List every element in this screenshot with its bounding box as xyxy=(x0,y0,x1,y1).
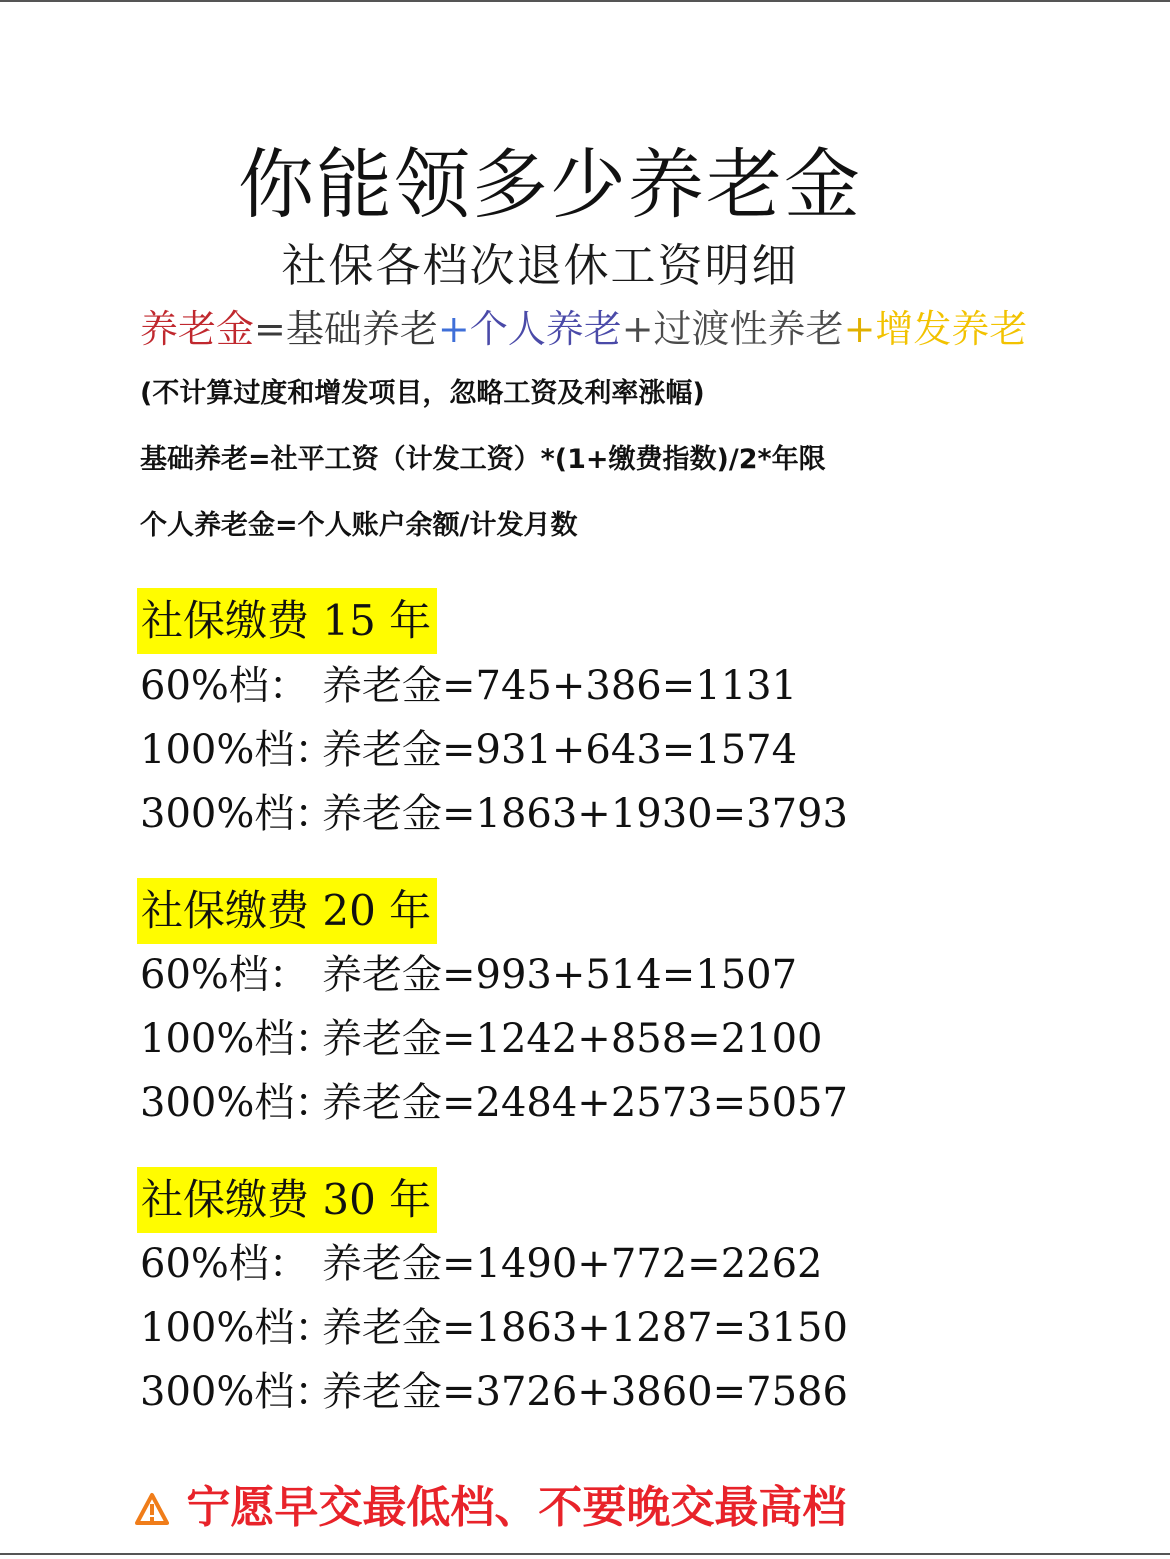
section-heading-30-years: 社保缴费 30 年 xyxy=(137,1167,437,1233)
tier-label: 300%档： xyxy=(140,1369,335,1415)
tier-label: 100%档： xyxy=(140,1305,335,1351)
top-border xyxy=(0,0,1170,2)
tier-label: 300%档： xyxy=(140,1080,335,1126)
section-heading-15-years: 社保缴费 15 年 xyxy=(137,588,437,654)
calculation-note: (不计算过度和增发项目，忽略工资及利率涨幅) xyxy=(140,378,705,409)
tier-label: 60%档： xyxy=(140,1241,309,1287)
pension-calc: 养老金=993+514=1507 xyxy=(322,952,798,998)
formula-part: 养老金 xyxy=(140,307,255,351)
section-heading-20-years: 社保缴费 20 年 xyxy=(137,878,437,944)
basic-pension-formula: 基础养老=社平工资（计发工资）*(1+缴费指数)/2*年限 xyxy=(140,444,826,475)
warning-triangle-icon xyxy=(135,1482,184,1533)
warning-banner xyxy=(135,1476,846,1540)
pension-formula xyxy=(140,304,1027,354)
pension-calc: 养老金=1863+1287=3150 xyxy=(322,1305,848,1351)
pension-calc: 养老金=2484+2573=5057 xyxy=(322,1080,848,1126)
formula-part: 增发养老 xyxy=(875,307,1028,351)
page-title: 你能领多少养老金 xyxy=(238,140,862,229)
formula-part: 个人养老 xyxy=(469,307,622,351)
tier-label: 100%档： xyxy=(140,727,335,773)
formula-part: =基础养老 xyxy=(254,307,438,351)
warning-text: 宁愿早交最低档、不要晚交最高档 xyxy=(186,1482,847,1533)
tier-label: 60%档： xyxy=(140,663,309,709)
pension-calc: 养老金=3726+3860=7586 xyxy=(322,1369,848,1415)
page-subtitle: 社保各档次退休工资明细 xyxy=(281,239,799,292)
pension-calc: 养老金=1242+858=2100 xyxy=(322,1016,823,1062)
pension-calc: 养老金=931+643=1574 xyxy=(322,727,798,773)
pension-calc: 养老金=1490+772=2262 xyxy=(322,1241,823,1287)
tier-label: 300%档： xyxy=(140,791,335,837)
bottom-border xyxy=(0,1553,1170,1555)
formula-part: + xyxy=(843,307,876,351)
personal-pension-formula: 个人养老金=个人账户余额/计发月数 xyxy=(140,510,578,541)
formula-part: + xyxy=(437,307,470,351)
tier-label: 100%档： xyxy=(140,1016,335,1062)
formula-part: +过渡性养老 xyxy=(621,307,844,351)
tier-label: 60%档： xyxy=(140,952,309,998)
pension-calc: 养老金=1863+1930=3793 xyxy=(322,791,848,837)
pension-calc: 养老金=745+386=1131 xyxy=(322,663,798,709)
